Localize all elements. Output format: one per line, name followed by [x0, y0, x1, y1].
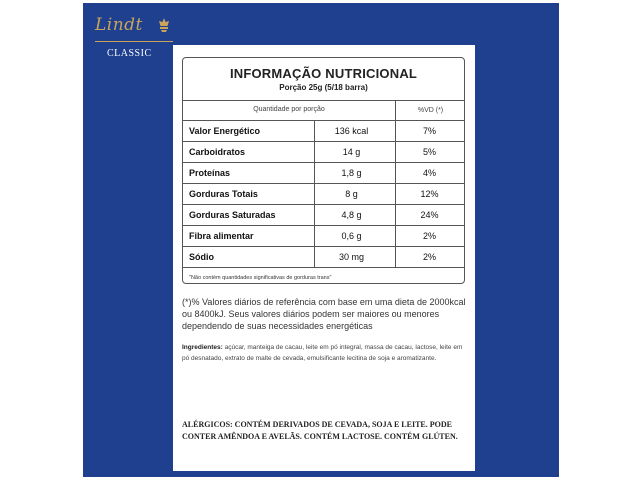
ingredients-text: açúcar, manteiga de cacau, leite em pó integral, massa de cacau, lactose, leite em pó desnatado, extrato de malte de cevada, emulsificante lecitina de soja e aromatizante. [182, 344, 463, 362]
table-row [183, 142, 464, 163]
label-card [173, 45, 475, 471]
table-row [183, 247, 464, 268]
column-headers [183, 101, 464, 121]
row-quantity: 136 kcal [334, 126, 369, 136]
ingredients [182, 342, 468, 364]
row-vd: 24% [420, 210, 439, 220]
row-vd: 2% [422, 231, 436, 241]
portion-size: Porção 25g (5/18 barra) [279, 83, 368, 92]
row-label: Gorduras Totais [189, 189, 258, 199]
brand-logo [95, 15, 177, 65]
brand-line: CLASSIC [107, 48, 152, 59]
row-vd: 7% [422, 126, 436, 136]
logo-divider [95, 41, 173, 42]
table-row [183, 163, 464, 184]
table-row [183, 205, 464, 226]
row-quantity: 1,8 g [341, 168, 362, 178]
daily-values-note: (*)% Valores diários de referência com base em uma dieta de 2000kcal ou 8400kJ. Seus valores diários podem ser maiores ou menores dependendo de suas necessidades energéticas [182, 297, 466, 331]
row-label: Valor Energético [189, 126, 261, 136]
row-quantity: 8 g [345, 189, 358, 199]
row-quantity: 4,8 g [341, 210, 362, 220]
nutrition-header [183, 58, 464, 101]
crown-icon [157, 17, 171, 33]
nutrition-title: INFORMAÇÃO NUTRICIONAL [229, 66, 418, 81]
row-quantity: 14 g [342, 147, 361, 157]
row-label: Gorduras Saturadas [189, 210, 276, 220]
table-row [183, 121, 464, 142]
col-quantity: Quantidade por porção [253, 106, 325, 113]
table-row [183, 184, 464, 205]
row-quantity: 0,6 g [341, 231, 362, 241]
ingredients-label: Ingredientes: [182, 344, 223, 351]
row-vd: 5% [422, 147, 436, 157]
trans-fat-note: "Não contém quantidades significativas de gorduras trans" [189, 275, 332, 281]
table-row [183, 226, 464, 247]
row-label: Fibra alimentar [189, 231, 254, 241]
row-label: Proteínas [189, 168, 231, 178]
row-vd: 4% [422, 168, 436, 178]
row-vd: 12% [420, 189, 439, 199]
row-label: Sódio [189, 252, 214, 262]
row-vd: 2% [422, 252, 436, 262]
col-vd: %VD (*) [395, 101, 465, 120]
brand-script: Lindt [95, 15, 143, 35]
allergen-warning: ALÉRGICOS: CONTÉM DERIVADOS DE CEVADA, SOJA E LEITE. PODE CONTER AMÊNDOA E AVELÃS. CONTÉM LACTOSE. CONTÉM GLÚTEN. [182, 420, 458, 441]
row-label: Carboidratos [189, 147, 246, 157]
nutrition-table [182, 57, 465, 284]
row-quantity: 30 mg [338, 252, 364, 262]
